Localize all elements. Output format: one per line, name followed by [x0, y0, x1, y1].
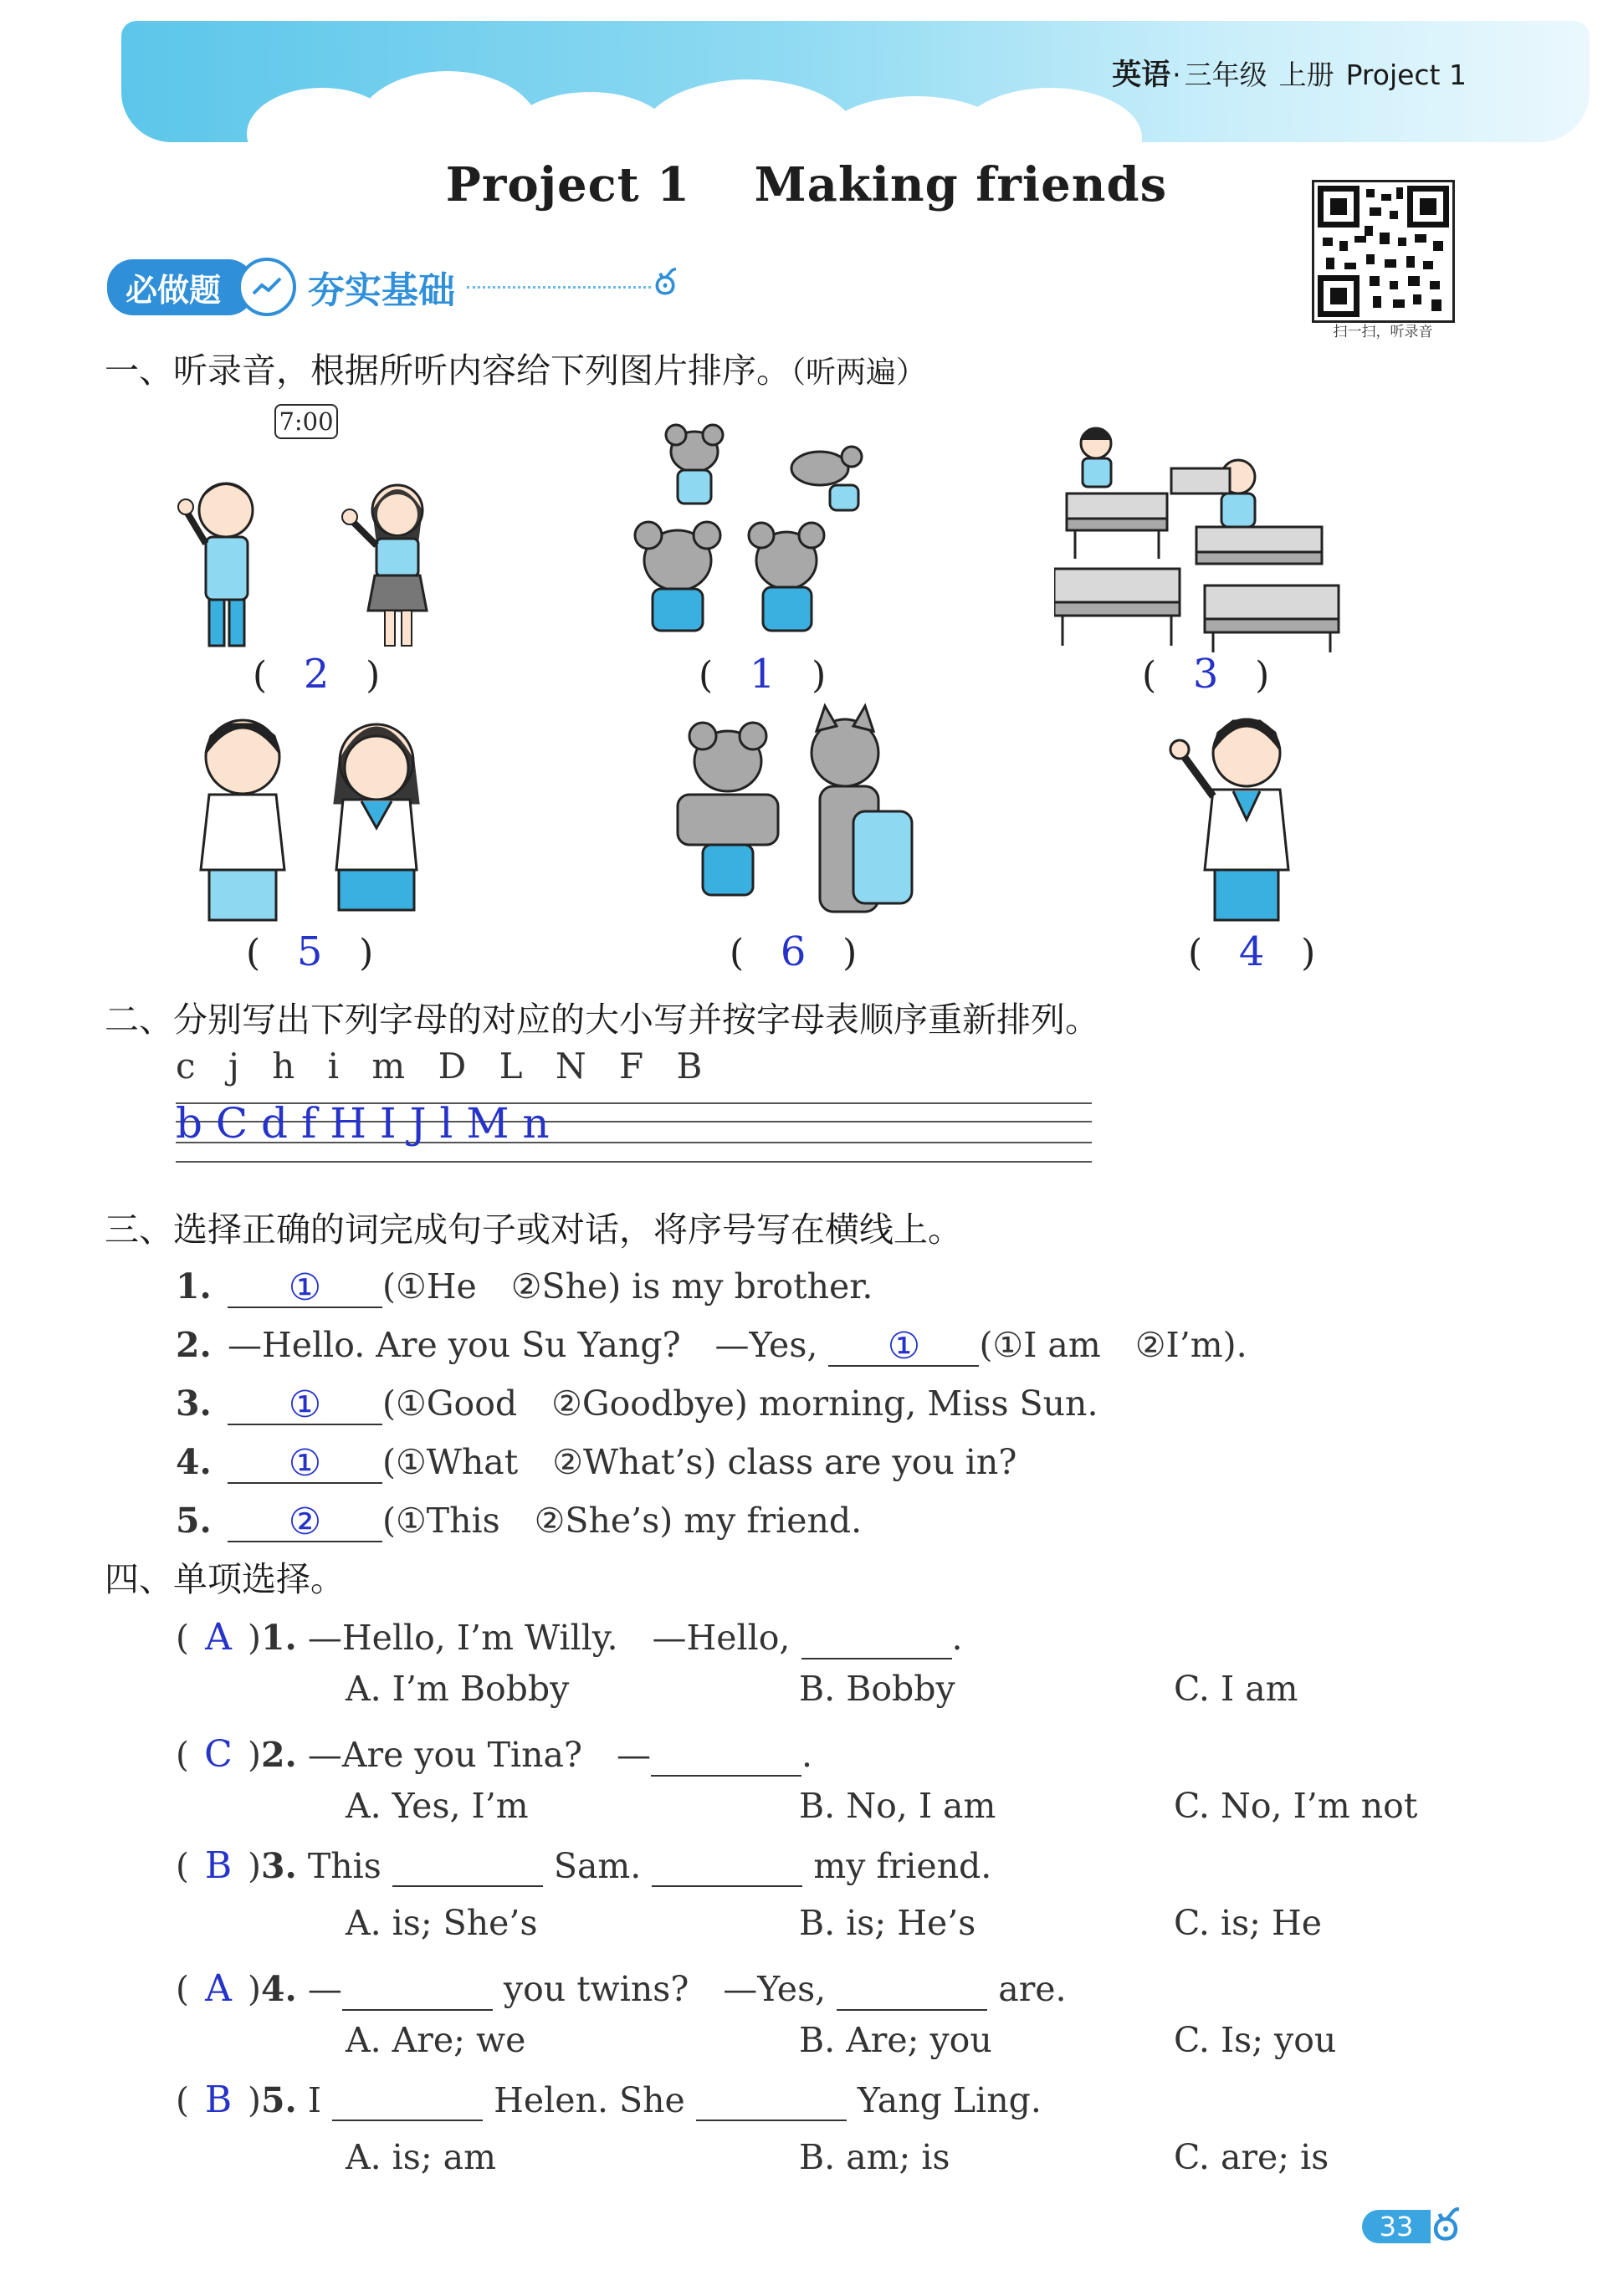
q4-blank[interactable]	[342, 1976, 493, 2011]
section-tag-label: 必做题	[107, 259, 254, 315]
q4-answer[interactable]: B	[204, 2079, 233, 2121]
q4-stem: —Are you Tina? —	[307, 1735, 651, 1775]
q4-item-4: ( A )4. — you twins? —Yes, are.	[176, 1967, 1067, 2010]
q4-stem: —	[307, 1969, 342, 2009]
trend-icon	[238, 258, 296, 316]
qr-pattern	[1314, 182, 1452, 320]
q4-stem-end: my friend.	[813, 1846, 992, 1886]
q4-stem: —Hello, I’m Willy. —Hello,	[307, 1618, 791, 1658]
q4-option-a[interactable]: A. Yes, I’m	[346, 1786, 529, 1826]
q4-stem-mid: you twins? —Yes,	[503, 1969, 827, 2009]
q4-option-a[interactable]: A. Are; we	[346, 2020, 526, 2060]
q3-blank[interactable]: ②	[228, 1501, 382, 1542]
q3-blank[interactable]: ①	[228, 1383, 382, 1425]
q4-option-c[interactable]: C. are; is	[1174, 2137, 1329, 2177]
q2-letters: c j h i m D L N F B	[176, 1046, 703, 1087]
q4-answer[interactable]: C	[204, 1733, 233, 1776]
q3-item-text: (①This ②She’s) my friend.	[382, 1501, 863, 1541]
q4-blank[interactable]	[332, 2086, 483, 2121]
qr-code-icon[interactable]	[1312, 180, 1455, 323]
q1-note: （听两遍）	[791, 355, 927, 390]
q1-answer-slot-1: ( 2 )	[253, 651, 381, 698]
q1-answer-slot-4: ( 5 )	[246, 928, 374, 975]
title-part2: Making friends	[754, 157, 1168, 212]
q4-blank[interactable]	[652, 1852, 802, 1887]
q3-item-prefix: —Hello. Are you Su Yang? —Yes,	[228, 1325, 818, 1365]
q4-stem: This	[307, 1846, 381, 1886]
swirl-icon: ఠ	[654, 261, 677, 304]
picture-boy-girl-uniforms	[167, 703, 452, 928]
q4-stem-end: .	[951, 1618, 963, 1658]
header-volume: 上册	[1278, 59, 1334, 91]
q1-answer-slot-3: ( 3 )	[1142, 651, 1270, 698]
q1-answer-5: 6	[780, 928, 806, 975]
q4-item-number: 2.	[261, 1735, 297, 1775]
q4-option-b[interactable]: B. No, I am	[799, 1786, 996, 1826]
q4-stem-end: are.	[998, 1969, 1067, 2009]
q3-item-3	[176, 1376, 1098, 1425]
clock-label: 7:00	[274, 404, 338, 439]
q4-heading: 四、单项选择。	[105, 1559, 345, 1599]
q4-answer[interactable]: A	[205, 1616, 232, 1659]
q3-item-text: (①He ②She) is my brother.	[382, 1266, 873, 1307]
q3-heading: 三、选择正确的词完成句子或对话，将序号写在横线上。	[105, 1209, 962, 1250]
q4-item-number: 5.	[261, 2080, 297, 2120]
q4-option-c[interactable]: C. I am	[1174, 1669, 1298, 1709]
q4-option-b[interactable]: B. Are; you	[799, 2020, 992, 2060]
q1-answer-slot-2: ( 1 )	[699, 651, 827, 698]
header-grade: 三年级	[1184, 59, 1267, 91]
q4-blank[interactable]	[651, 1741, 801, 1777]
q4-stem-end: .	[801, 1735, 812, 1775]
header-info	[1112, 52, 1467, 94]
q2-written-answer: b C d f H I J l M n	[176, 1099, 550, 1148]
section-tag-sub: 夯实基础	[308, 269, 456, 312]
q3-item-text: (①I am ②I’m).	[979, 1325, 1247, 1365]
q3-blank[interactable]: ①	[228, 1266, 382, 1308]
q3-item-4	[176, 1434, 1016, 1484]
q4-blank[interactable]	[801, 1624, 952, 1659]
q4-option-b[interactable]: B. am; is	[799, 2137, 950, 2177]
q4-item-number: 1.	[261, 1618, 297, 1658]
q1-answer-slot-6: ( 4 )	[1188, 928, 1316, 975]
q4-blank[interactable]	[392, 1852, 543, 1887]
q4-option-c[interactable]: C. is; He	[1174, 1903, 1322, 1943]
q3-item-number: 5.	[176, 1501, 212, 1541]
q4-answer[interactable]: B	[204, 1844, 233, 1887]
q4-stem-end: Yang Ling.	[857, 2080, 1042, 2120]
q4-item-2: ( C )2. —Are you Tina? — .	[176, 1733, 812, 1776]
q4-option-b[interactable]: B. Bobby	[799, 1669, 955, 1709]
picture-boy-waving	[1163, 703, 1330, 928]
section-tag	[107, 261, 676, 313]
picture-mouse-and-cat	[653, 703, 929, 928]
q4-stem: I	[307, 2080, 322, 2120]
q1-answer-3: 3	[1192, 651, 1219, 698]
q4-item-3: ( B )3. This Sam. my friend.	[176, 1844, 992, 1887]
q4-option-a[interactable]: A. is; She’s	[346, 1903, 538, 1943]
q4-option-c[interactable]: C. No, I’m not	[1174, 1786, 1418, 1826]
q1-heading-text: 一、听录音，根据所听内容给下列图片排序。	[105, 350, 791, 391]
q1-answer-2: 1	[749, 651, 776, 698]
q3-item-text: (①What ②What’s) class are you in?	[382, 1442, 1017, 1482]
q3-blank[interactable]: ①	[228, 1442, 382, 1484]
q4-answer[interactable]: A	[205, 1967, 232, 2010]
q1-answer-slot-5: ( 6 )	[730, 928, 858, 975]
q1-answer-6: 4	[1238, 928, 1265, 975]
q3-blank[interactable]: ①	[828, 1325, 979, 1367]
q3-item-number: 1.	[176, 1266, 212, 1307]
dotted-divider	[467, 286, 651, 289]
q3-item-1	[176, 1259, 873, 1308]
q3-item-number: 3.	[176, 1383, 212, 1424]
q4-item-number: 3.	[261, 1846, 297, 1886]
q4-blank[interactable]	[696, 2086, 847, 2121]
swirl-icon: ఠ	[1432, 2198, 1460, 2251]
q4-option-b[interactable]: B. is; He’s	[799, 1903, 976, 1943]
q4-option-c[interactable]: C. Is; you	[1174, 2020, 1337, 2060]
picture-mice-group	[586, 410, 920, 652]
q3-item-5	[176, 1493, 862, 1542]
q4-stem-mid: Helen. She	[494, 2080, 685, 2120]
q4-option-a[interactable]: A. I’m Bobby	[346, 1669, 570, 1709]
q4-option-a[interactable]: A. is; am	[346, 2137, 496, 2177]
q4-item-1: ( A )1. —Hello, I’m Willy. —Hello, .	[176, 1616, 963, 1659]
q3-item-number: 2.	[176, 1325, 212, 1365]
q1-answer-4: 5	[296, 928, 323, 975]
q3-item-2	[176, 1317, 1247, 1367]
picture-classroom-desks	[1054, 418, 1347, 652]
q1-answer-1: 2	[303, 651, 330, 698]
picture-boy-girl-greeting	[167, 452, 452, 652]
header-subject: 英语	[1112, 59, 1171, 92]
q4-blank[interactable]	[837, 1976, 987, 2011]
q4-item-number: 4.	[261, 1969, 297, 2009]
writing-line-4	[176, 1161, 1092, 1163]
q4-stem-mid: Sam.	[553, 1846, 642, 1886]
q2-heading: 二、分别写出下列字母的对应的大小写并按字母表顺序重新排列。	[105, 1000, 1099, 1040]
q1-heading	[105, 343, 926, 392]
page-number: 33	[1362, 2210, 1431, 2243]
header-dot: ·	[1172, 59, 1181, 91]
q4-item-5: ( B )5. I Helen. She Yang Ling.	[176, 2079, 1042, 2121]
q3-item-number: 4.	[176, 1442, 212, 1482]
qr-caption: 扫一扫，听录音	[1333, 324, 1433, 340]
q3-item-text: (①Good ②Goodbye) morning, Miss Sun.	[382, 1383, 1098, 1424]
title-part1: Project 1	[445, 157, 691, 212]
header-unit: Project 1	[1345, 59, 1467, 91]
